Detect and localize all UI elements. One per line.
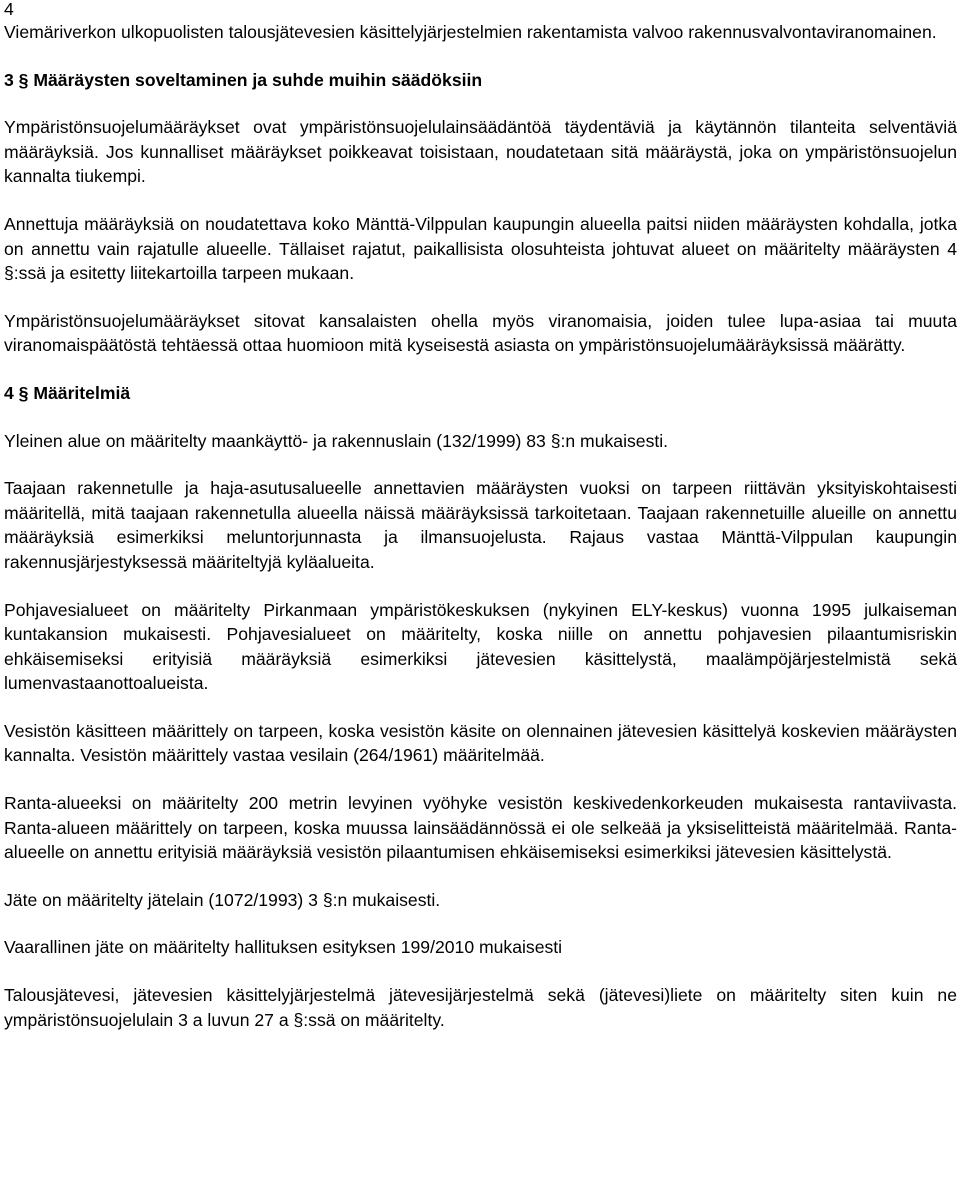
section-4-paragraph-7: Vaarallinen jäte on määritelty hallituksen esityksen 199/2010 mukaisesti	[4, 937, 563, 958]
section-4-paragraph-1: Yleinen alue on määritelty maankäyttö- ja rakennuslain (132/1999) 83 §:n mukaisesti.	[4, 430, 669, 451]
section-3-paragraph-3: Ympäristönsuojelumääräykset sitovat kansalaisten ohella myös viranomaisia, joiden tulee lupa-asiaa tai muuta viranomaispäätöstä tehtäessä ottaa huomioon mitä kyseisestä asiasta on ympäristönsuojelumääräyksissä määrätty.	[4, 310, 957, 356]
section-3-heading: 3 § Määräysten soveltaminen ja suhde muihin säädöksiin	[4, 69, 483, 90]
section-4-paragraph-5: Ranta-alueeksi on määritelty 200 metrin levyinen vyöhyke vesistön keskivedenkorkeuden mukaisesta rantaviivasta. Ranta-alueen määrittely on tarpeen, koska muussa lainsäädännössä ei ole selkeää ja yksiselitteistä määritelmää. Ranta-alueelle on annettu erityisiä määräyksiä vesistön pilaantumisen ehkäisemiseksi esimerkiksi jätevesien käsittelystä.	[4, 793, 957, 863]
section-3-paragraph-2: Annettuja määräyksiä on noudatettava koko Mänttä-Vilppulan kaupungin alueella paitsi niiden määräysten kohdalla, jotka on annettu vain rajatulle alueelle. Tällaiset rajatut, paikallisista olosuhteista johtuvat alueet on määritelty määräysten 4 §:ssä ja esitetty liitekartoilla tarpeen mukaan.	[4, 213, 957, 284]
section-4-paragraph-4: Vesistön käsitteen määrittely on tarpeen, koska vesistön käsite on olennainen jätevesien käsittelyä koskevien määräysten kannalta. Vesistön määrittely vastaa vesilain (264/1961) määritelmää.	[4, 720, 957, 766]
section-4-paragraph-8: Talousjätevesi, jätevesien käsittelyjärjestelmä jätevesijärjestelmä sekä (jätevesi)liete on määritelty siten kuin ne ympäristönsuojelulain 3 a luvun 27 a §:ssä on määritelty.	[4, 985, 957, 1030]
intro-paragraph: Viemäriverkon ulkopuolisten talousjätevesien käsittelyjärjestelmien rakentamista valvoo rakennusvalvontaviranomainen.	[4, 22, 937, 42]
section-4-paragraph-3: Pohjavesialueet on määritelty Pirkanmaan ympäristökeskuksen (nykyinen ELY-keskus) vuonna 1995 julkaiseman kuntakansion mukaisesti. Pohjavesialueet on määritelty, koska niille on annettu pohjavesien pilaantumisriskin ehkäisemiseksi erityisiä määräyksiä esimerkiksi jätevesien käsittelystä, maalämpöjärjestelmistä sekä lumenvastaanottoalueista.	[4, 599, 957, 694]
section-4-heading: 4 § Määritelmiä	[4, 382, 131, 403]
section-4-paragraph-2: Taajaan rakennetulle ja haja-asutusalueelle annettavien määräysten vuoksi on tarpeen riittävän yksityiskohtaisesti määritellä, mitä taajaan rakennetulla alueella näissä määräyksissä tarkoitetaan. Taajaan rakennetuille alueille on annettu määräyksiä esimerkiksi meluntorjunnasta ja ilmansuojelusta. Rajaus vastaa Mänttä-Vilppulan kaupungin rakennusjärjestyksessä määriteltyjä kyläalueita.	[4, 478, 957, 572]
section-4-paragraph-6: Jäte on määritelty jätelain (1072/1993) 3 §:n mukaisesti.	[4, 889, 441, 910]
page-number: 4	[4, 0, 14, 19]
section-3-paragraph-1: Ympäristönsuojelumääräykset ovat ympäristönsuojelulainsäädäntöä täydentäviä ja käytännön tilanteita selventäviä määräyksiä. Jos kunnalliset määräykset poikkeavat toisistaan, noudatetaan sitä määräystä, joka on ympäristönsuojelun kannalta tiukempi.	[4, 117, 957, 187]
